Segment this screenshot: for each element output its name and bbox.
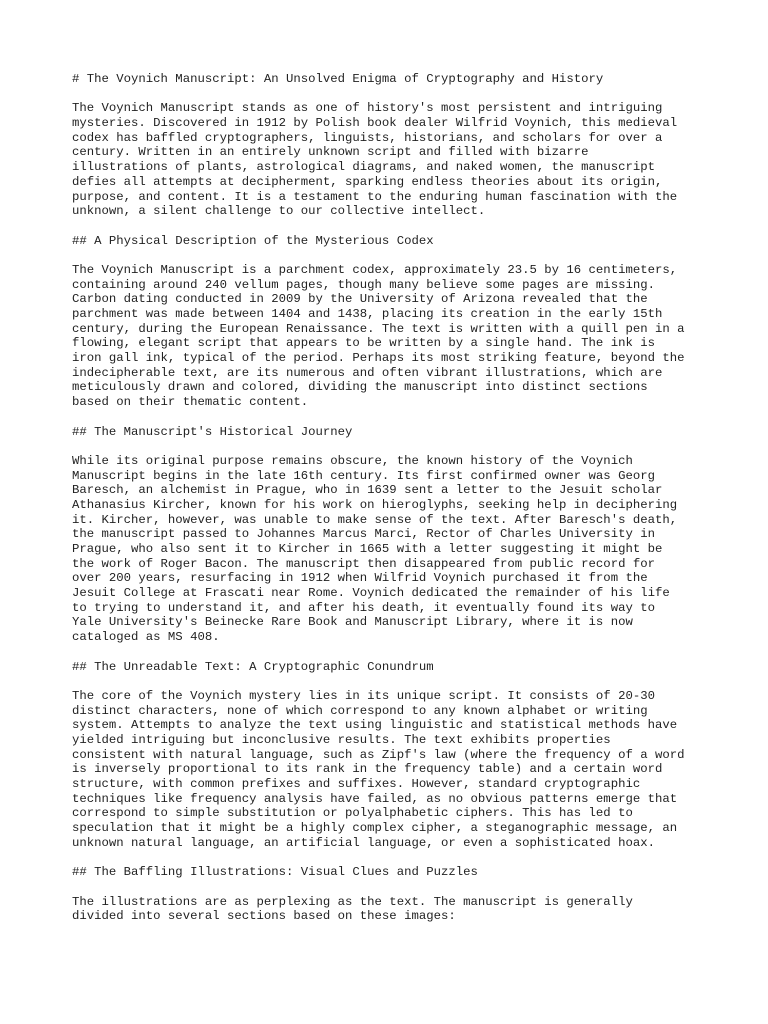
- section-heading: [72, 234, 712, 249]
- section-heading: [72, 865, 712, 880]
- paragraph-line: century, during the European Renaissance. The text is written with a quill pen in a: [72, 321, 685, 336]
- paragraph-line: divided into several sections based on these images:: [72, 909, 456, 924]
- paragraph-line: Jesuit College at Frascati near Rome. Voynich dedicated the remainder of his life: [72, 586, 670, 601]
- paragraph: [72, 689, 712, 851]
- section-heading: [72, 72, 712, 87]
- paragraph-line: Prague, who also sent it to Kircher in 1665 with a letter suggesting it might be: [72, 542, 663, 556]
- paragraph-line: illustrations of plants, astrological diagrams, and naked women, the manuscript: [72, 160, 655, 175]
- paragraph-line: Manuscript begins in the late 16th century. Its first confirmed owner was Georg: [72, 468, 655, 483]
- paragraph-spacer: [72, 248, 712, 263]
- paragraph-line: to trying to understand it, and after his death, it eventually found its way to: [72, 600, 655, 615]
- paragraph-line: Baresch, an alchemist in Prague, who in 1639 sent a letter to the Jesuit scholar: [72, 483, 663, 498]
- paragraph-spacer: [72, 674, 712, 689]
- paragraph-line: unknown, a silent challenge to our collective intellect.: [72, 204, 486, 219]
- paragraph-line: correspond to simple substitution or polyalphabetic ciphers. This has led to: [72, 806, 633, 821]
- heading-text: ## The Baffling Illustrations: Visual Clues and Puzzles: [72, 865, 478, 880]
- paragraph-spacer: [72, 880, 712, 895]
- paragraph-line: iron gall ink, typical of the period. Perhaps its most striking feature, beyond the: [72, 351, 685, 366]
- paragraph-spacer: [72, 219, 712, 234]
- paragraph-spacer: [72, 645, 712, 660]
- paragraph-line: distinct characters, none of which correspond to any known alphabet or writing: [72, 703, 648, 718]
- paragraph-line: unknown natural language, an artificial language, or even a sophisticated hoax.: [72, 835, 655, 850]
- paragraph-line: indecipherable text, are its numerous and often vibrant illustrations, which are: [72, 365, 663, 380]
- paragraph-line: structure, with common prefixes and suffixes. However, standard cryptographic: [72, 777, 641, 791]
- paragraph-line: consistent with natural language, such as Zipf's law (where the frequency of a word: [72, 747, 685, 762]
- paragraph-line: codex has baffled cryptographers, linguists, historians, and scholars for over a: [72, 130, 663, 145]
- heading-text: ## A Physical Description of the Mysterious Codex: [72, 233, 434, 248]
- paragraph-spacer: [72, 850, 712, 865]
- paragraph-line: mysteries. Discovered in 1912 by Polish book dealer Wilfrid Voynich, this medieval: [72, 116, 678, 131]
- paragraph-line: based on their thematic content.: [72, 395, 309, 410]
- paragraph-line: The illustrations are as perplexing as the text. The manuscript is generally: [72, 894, 633, 909]
- paragraph-line: The core of the Voynich mystery lies in its unique script. It consists of 20-30: [72, 688, 655, 703]
- heading-text: # The Voynich Manuscript: An Unsolved Enigma of Cryptography and History: [72, 72, 604, 86]
- paragraph-spacer: [72, 439, 712, 454]
- section-heading: [72, 660, 712, 675]
- paragraph-line: While its original purpose remains obscure, the known history of the Voynich: [72, 453, 633, 468]
- paragraph-spacer: [72, 410, 712, 425]
- paragraph-line: parchment was made between 1404 and 1438, placing its creation in the early 15th: [72, 307, 663, 321]
- paragraph-line: it. Kircher, however, was unable to make sense of the text. After Baresch's death,: [72, 512, 678, 527]
- paragraph-spacer: [72, 87, 712, 102]
- paragraph-line: system. Attempts to analyze the text using linguistic and statistical methods have: [72, 718, 678, 733]
- paragraph-line: yielded intriguing but inconclusive results. The text exhibits properties: [72, 732, 611, 747]
- paragraph: [72, 895, 712, 924]
- paragraph-line: flowing, elegant script that appears to be written by a single hand. The ink is: [72, 336, 655, 351]
- paragraph: [72, 263, 712, 410]
- paragraph-line: containing around 240 vellum pages, though many believe some pages are missing.: [72, 277, 655, 292]
- paragraph-line: over 200 years, resurfacing in 1912 when Wilfrid Voynich purchased it from the: [72, 571, 648, 586]
- paragraph-line: The Voynich Manuscript is a parchment codex, approximately 23.5 by 16 centimeters,: [72, 262, 678, 277]
- heading-text: ## The Unreadable Text: A Cryptographic Conundrum: [72, 659, 434, 674]
- paragraph-line: the work of Roger Bacon. The manuscript then disappeared from public record for: [72, 556, 655, 571]
- paragraph: [72, 101, 712, 219]
- paragraph-line: the manuscript passed to Johannes Marcus Marci, Rector of Charles University in: [72, 527, 655, 542]
- paragraph-line: is inversely proportional to its rank in the frequency table) and a certain word: [72, 762, 663, 777]
- paragraph-line: Athanasius Kircher, known for his work on hieroglyphs, seeking help in deciphering: [72, 497, 678, 512]
- paragraph-line: meticulously drawn and colored, dividing the manuscript into distinct sections: [72, 380, 648, 395]
- heading-text: ## The Manuscript's Historical Journey: [72, 424, 353, 439]
- paragraph-line: cataloged as MS 408.: [72, 630, 220, 645]
- paragraph-line: Carbon dating conducted in 2009 by the University of Arizona revealed that the: [72, 292, 648, 307]
- paragraph-line: century. Written in an entirely unknown script and filled with bizarre: [72, 145, 589, 160]
- document-page: [72, 72, 712, 924]
- paragraph-line: purpose, and content. It is a testament to the enduring human fascination with the: [72, 189, 678, 204]
- paragraph-line: The Voynich Manuscript stands as one of history's most persistent and intriguing: [72, 101, 663, 116]
- paragraph: [72, 454, 712, 645]
- section-heading: [72, 425, 712, 440]
- paragraph-line: Yale University's Beinecke Rare Book and Manuscript Library, where it is now: [72, 615, 633, 630]
- paragraph-line: speculation that it might be a highly complex cipher, a steganographic message, an: [72, 821, 678, 836]
- paragraph-line: defies all attempts at decipherment, sparking endless theories about its origin,: [72, 174, 663, 189]
- paragraph-line: techniques like frequency analysis have failed, as no obvious patterns emerge that: [72, 791, 678, 806]
